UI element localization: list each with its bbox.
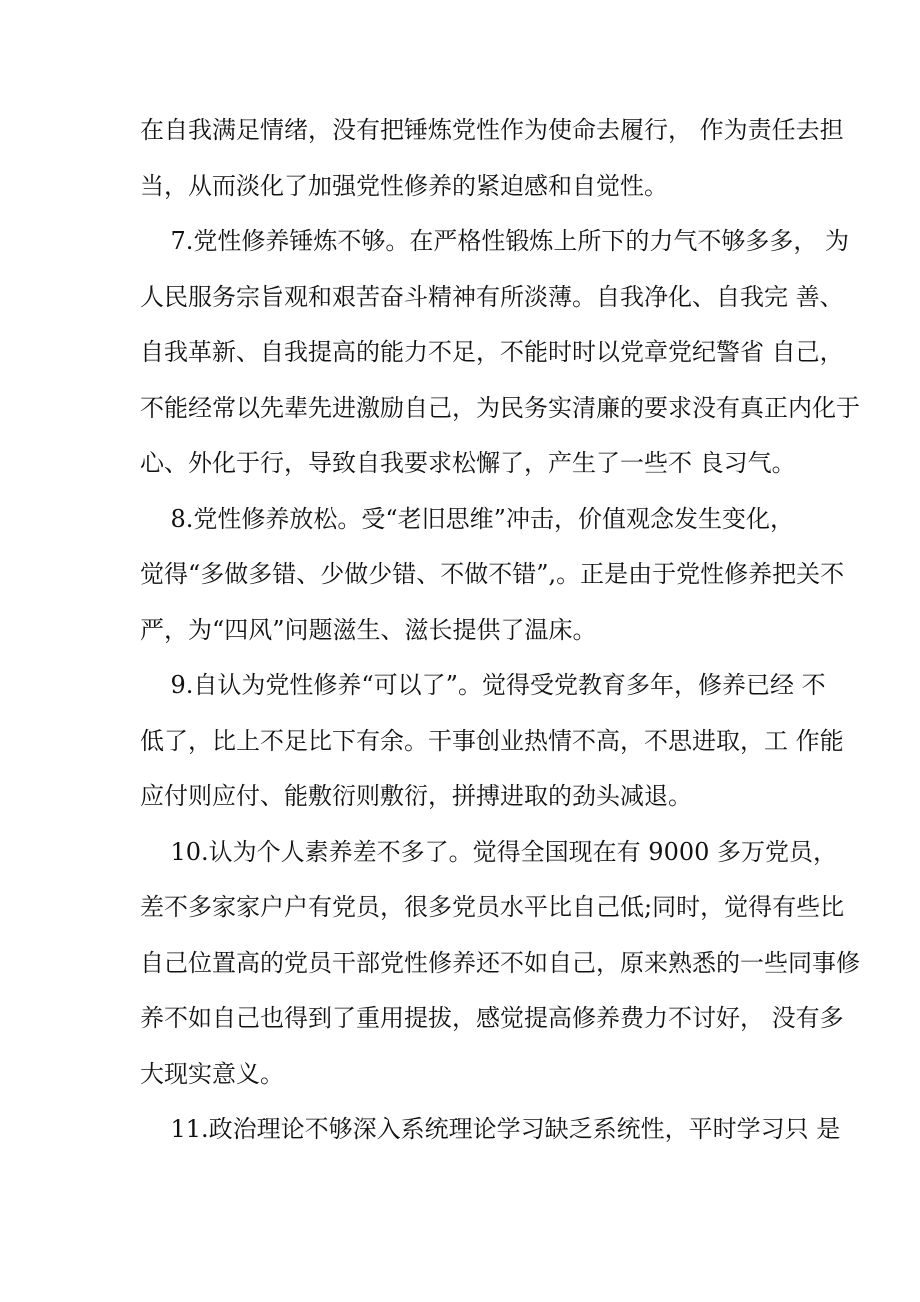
text-line: 应付则应付、能敷衍则敷衍，拼搏进取的劲头减退。 bbox=[140, 782, 692, 810]
text-line: 自己位置高的党员干部党性修养还不如自己，原来熟悉的一些同事修 bbox=[140, 948, 860, 977]
text-line: 在自我满足情绪，没有把锤炼党性作为使命去履行， 作为责任去担 bbox=[140, 116, 844, 144]
document-body bbox=[140, 103, 860, 1158]
text-line: 自我革新、自我提高的能力不足，不能时时以党章党纪警省 自己， bbox=[140, 338, 844, 366]
text-line: 当，从而淡化了加强党性修养的紧迫感和自觉性。 bbox=[140, 171, 668, 200]
text-line: 差不多家家户户有党员，很多党员水平比自己低;同时，觉得有些比 bbox=[140, 893, 845, 921]
text-line: 低了，比上不足比下有余。干事创业热情不高，不思进取，工 作能 bbox=[140, 726, 844, 755]
text-line: 人民服务宗旨观和艰苦奋斗精神有所淡薄。自我净化、自我完 善、 bbox=[140, 282, 844, 311]
text-line: 9.自认为党性修养“可以了”。觉得受党教育多年，修养已经 不 bbox=[140, 671, 826, 699]
text-line: 不能经常以先辈先进激励自己，为民务实清廉的要求没有真正内化于 bbox=[140, 393, 860, 422]
text-line: 10.认为个人素养差不多了。觉得全国现在有 9000 多万党员， bbox=[140, 837, 838, 866]
text-line: 心、外化于行，导致自我要求松懈了，产生了一些不 良习气。 bbox=[140, 449, 796, 477]
text-line: 觉得“多做多错、少做少错、不做不错”,。正是由于党性修养把关不 bbox=[140, 560, 845, 588]
text-line: 养不如自己也得到了重用提拔，感觉提高修养费力不讨好， 没有多 bbox=[140, 1004, 844, 1032]
text-line: 大现实意义。 bbox=[140, 1059, 284, 1088]
text-line: 7.党性修养锤炼不够。在严格性锻炼上所下的力气不够多多， 为 bbox=[140, 227, 850, 255]
text-line: 8.党性修养放松。受“老旧思维”冲击，价值观念发生变化， bbox=[140, 504, 794, 533]
text-line: 严，为“四风”问题滋生、滋长提供了温床。 bbox=[140, 615, 597, 644]
text-line: 11.政治理论不够深入系统理论学习缺乏系统性，平时学习只 是 bbox=[140, 1115, 841, 1143]
